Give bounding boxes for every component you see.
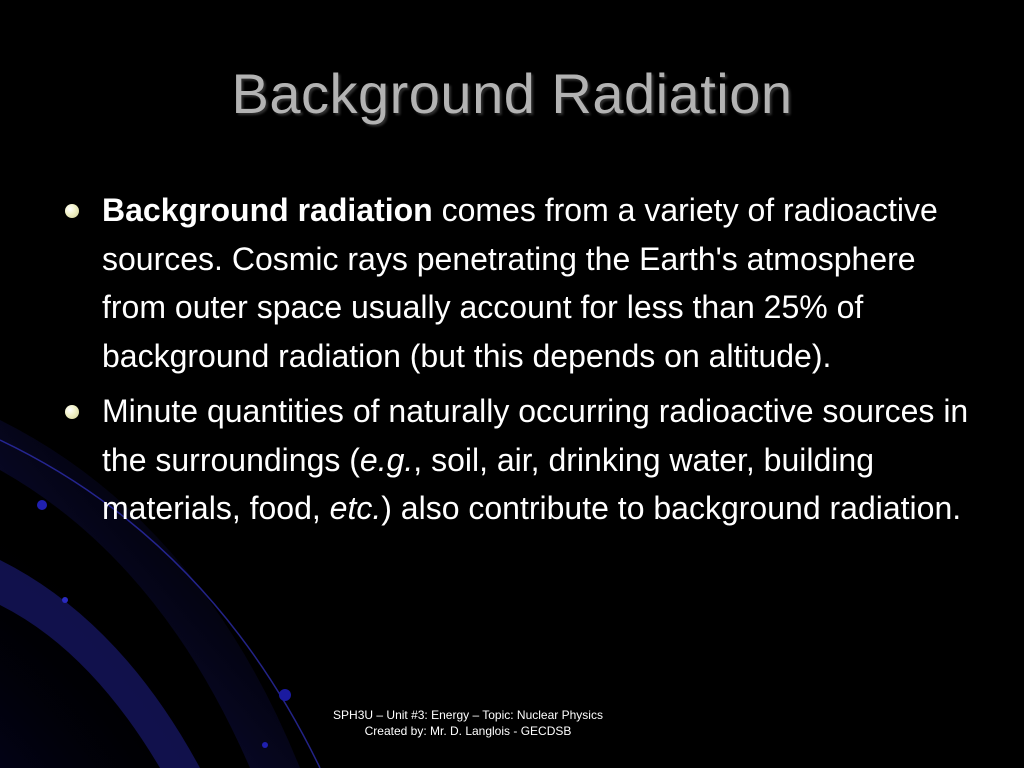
bullet-italic-etc: etc. xyxy=(329,490,382,526)
deco-dot-4 xyxy=(62,597,68,603)
deco-dot-1 xyxy=(37,500,47,510)
bullet-item-1 xyxy=(62,186,972,380)
bullet-term: Background radiation xyxy=(102,192,433,228)
bullet-icon xyxy=(65,204,79,218)
bullet-icon xyxy=(65,405,79,419)
slide-footer xyxy=(268,707,668,739)
bullet-text-after: ) also contribute to background radiation. xyxy=(381,490,962,526)
slide-title: Background Radiation xyxy=(231,62,793,125)
deco-dot-3 xyxy=(262,742,268,748)
bullet-italic-eg: e.g. xyxy=(359,441,414,478)
bullet-text-before: Minute quantities of naturally occurring radioactive sources in the surroundings ( xyxy=(102,393,969,478)
deco-dot-2 xyxy=(279,689,291,701)
bullet-list xyxy=(62,186,972,540)
bullet-item-2 xyxy=(62,387,972,533)
footer-line-1: SPH3U – Unit #3: Energy – Topic: Nuclear Physics xyxy=(333,708,603,722)
bullet-text: comes from a variety of radioactive sources. Cosmic rays penetrating the Earth's atmosphere from outer space usually account for less than 25% of background radiation (but this depends on altitude). xyxy=(102,192,938,374)
footer-line-2: Created by: Mr. D. Langlois - GECDSB xyxy=(364,724,572,738)
bullet-text-middle: , soil, air, drinking water, building materials, food, xyxy=(102,441,874,526)
